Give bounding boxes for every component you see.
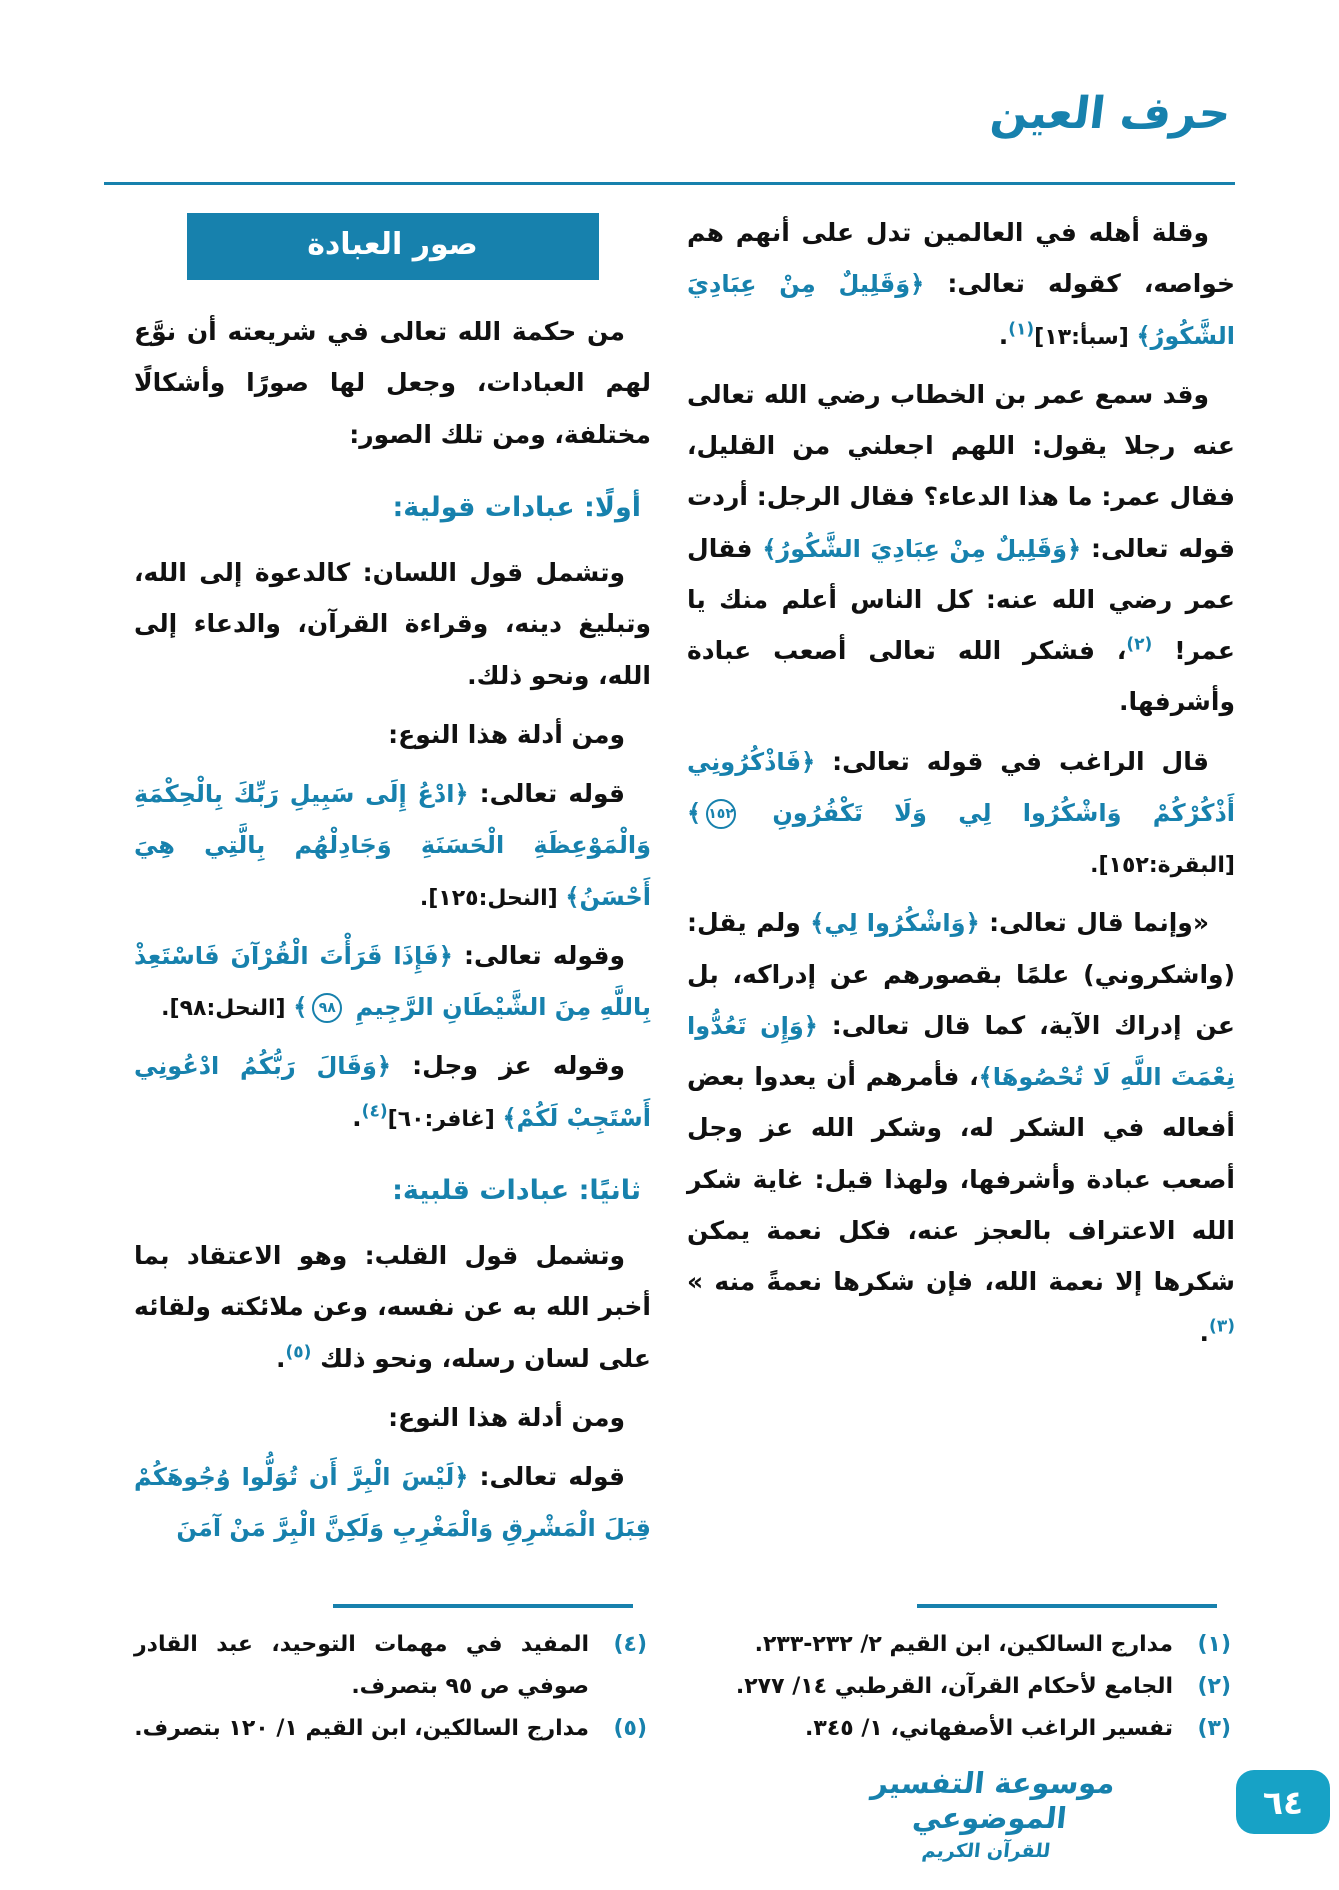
- text-run: قوله تعالى:: [468, 779, 625, 809]
- verse-reference: [سبأ:١٣]: [1034, 324, 1137, 350]
- footnote: [134, 1708, 651, 1750]
- footnotes-left: [134, 1604, 651, 1749]
- paragraph: [134, 547, 651, 701]
- section-title: صور العبادة: [307, 227, 478, 262]
- footnote: [687, 1666, 1235, 1708]
- footnote-divider: [917, 1604, 1217, 1608]
- page-number: ٦٤: [1262, 1782, 1304, 1822]
- footnote-marker: (١): [1008, 319, 1035, 340]
- footnote: [134, 1624, 651, 1708]
- section-title-box: [187, 213, 599, 280]
- paragraph: [134, 1451, 651, 1554]
- publisher-logo: [845, 1766, 1135, 1862]
- footnote-text: الجامع لأحكام القرآن، القرطبي ١٤/ ٢٧٧.: [735, 1673, 1173, 1699]
- text-run: ، فشكر الله تعالى أصعب عبادة وأشرفها.: [687, 636, 1235, 717]
- paragraph: [687, 897, 1235, 1358]
- footnote-marker: (٥): [285, 1342, 312, 1363]
- text-run: وقوله تعالى:: [452, 940, 625, 970]
- ayah-number: ١٥٢: [706, 799, 736, 829]
- verse-reference: [غافر:٦٠]: [387, 1106, 503, 1132]
- text-run: قوله تعالى:: [468, 1462, 625, 1492]
- text-run: «وإنما قال تعالى:: [979, 908, 1209, 938]
- text-run: وقد سمع عمر بن الخطاب رضي الله تعالى عنه رجلا يقول: اللهم اجعلني من القليل، فقال عمر: ما هذا الدعاء؟ فقال الرجل: أردت قوله تعالى:: [687, 379, 1235, 563]
- paragraph: [687, 207, 1235, 361]
- quran-verse: ﴿وَقَلِيلٌ مِنْ عِبَادِيَ الشَّكُورُ﴾: [687, 270, 1235, 350]
- text-run: ثانيًا: عبادات قلبية:: [392, 1174, 641, 1206]
- footnote-list-right: [687, 1624, 1235, 1749]
- sub-heading: [134, 480, 651, 535]
- publisher-logo-subtitle: للقرآن الكريم: [920, 1839, 1052, 1862]
- footnote-number: (٣): [1197, 1715, 1231, 1741]
- footnote-number: (٢): [1197, 1673, 1231, 1699]
- text-run: وقوله عز وجل:: [390, 1051, 626, 1081]
- header-rule: [104, 182, 1235, 185]
- text-run: .: [1199, 1318, 1210, 1348]
- text-run: ومن أدلة هذا النوع:: [388, 719, 625, 749]
- text-run: .: [275, 1343, 286, 1373]
- text-run: قال الراغب في قوله تعالى:: [815, 746, 1209, 776]
- text-run: وتشمل قول القلب: وهو الاعتقاد بما أخبر الله به عن نفسه، وعن ملائكته ولقائه على لسان رسله، ونحو ذلك: [134, 1241, 651, 1373]
- text-run: فقال عمر رضي الله عنه: كل الناس أعلم منك يا عمر!: [687, 533, 1235, 665]
- footnote-marker: (٣): [1209, 1316, 1235, 1337]
- text-run: وقلة أهله في العالمين تدل على أنهم هم خواصه، كقوله تعالى:: [687, 218, 1235, 299]
- quran-verse: ﴿لَيْسَ الْبِرَّ أَن تُوَلُّوا وُجُوهَكُمْ قِبَلَ الْمَشْرِقِ وَالْمَغْرِبِ وَلَكِنَّ الْبِرَّ مَنْ آمَنَ: [134, 1463, 651, 1543]
- ayah-number: ٩٨: [312, 993, 342, 1023]
- footnote: [687, 1624, 1235, 1666]
- quran-verse: ﴾: [687, 798, 702, 827]
- paragraph: [134, 1040, 651, 1143]
- text-run: أولًا: عبادات قولية:: [392, 491, 641, 523]
- paragraph: [687, 736, 1235, 890]
- quran-verse: ﴿فَاذْكُرُونِي أَذْكُرْكُمْ وَاشْكُرُوا لِي وَلَا تَكْفُرُونِ: [687, 747, 1235, 827]
- footnote-text: المفيد في مهمات التوحيد، عبد القادر صوفي ص ٩٥ بتصرف.: [134, 1632, 589, 1699]
- text-columns: [104, 207, 1235, 1599]
- quran-verse: ﴿ادْعُ إِلَى سَبِيلِ رَبِّكَ بِالْحِكْمَةِ وَالْمَوْعِظَةِ الْحَسَنَةِ وَجَادِلْهُم بِالَّتِي هِيَ أَحْسَنُ﴾: [134, 780, 651, 911]
- quran-verse: ﴿وَإِن تَعُدُّوا نِعْمَتَ اللَّهِ لَا تُحْصُوهَا﴾: [687, 1011, 1235, 1091]
- footnotes-area: [104, 1604, 1235, 1749]
- footnote-number: (٤): [613, 1632, 647, 1657]
- paragraph: [134, 930, 651, 1033]
- text-run: ومن أدلة هذا النوع:: [388, 1402, 625, 1432]
- sub-heading: [134, 1163, 651, 1218]
- footnote-number: (٥): [613, 1715, 647, 1741]
- footnote-marker: (٢): [1126, 634, 1153, 655]
- footnote-list-left: [134, 1624, 651, 1749]
- left-column: [134, 207, 651, 1599]
- verse-reference: [النحل:١٢٥].: [419, 885, 566, 911]
- footnote-number: (١): [1197, 1632, 1231, 1657]
- verse-reference: [البقرة:١٥٢].: [1090, 853, 1235, 878]
- text-run: .: [352, 1102, 362, 1132]
- quran-verse: ﴿فَإِذَا قَرَأْتَ الْقُرْآنَ فَاسْتَعِذْ بِاللَّهِ مِنَ الشَّيْطَانِ الرَّجِيمِ: [134, 941, 651, 1022]
- page-number-badge: [1236, 1770, 1330, 1834]
- paragraph: [134, 1230, 651, 1384]
- chapter-heading: حرف العين: [988, 88, 1235, 139]
- text-run: وتشمل قول اللسان: كالدعوة إلى الله، وتبليغ دينه، وقراءة القرآن، والدعاء إلى الله، ونحو ذلك.: [134, 558, 651, 690]
- left-column-body: [134, 306, 651, 1554]
- paragraph: [687, 369, 1235, 728]
- quran-verse: ﴿وَقَالَ رَبُّكُمُ ادْعُونِي أَسْتَجِبْ لَكُمْ﴾: [134, 1052, 651, 1132]
- paragraph: [134, 709, 651, 760]
- quran-verse: ﴿وَقَلِيلٌ مِنْ عِبَادِيَ الشَّكُورُ﴾: [762, 534, 1082, 563]
- paragraph: [134, 768, 651, 922]
- text-run: .: [998, 320, 1009, 350]
- footnote-text: مدارج السالكين، ابن القيم ١/ ١٢٠ بتصرف.: [134, 1715, 589, 1741]
- quran-verse: ﴾: [293, 993, 308, 1022]
- footnote-text: مدارج السالكين، ابن القيم ٢/ ٢٣٢-٢٣٣.: [754, 1632, 1173, 1657]
- publisher-logo-title: موسوعة التفسير الموضوعي: [869, 1766, 1117, 1835]
- right-column: [687, 207, 1235, 1599]
- footnote-marker: (٤): [361, 1101, 388, 1122]
- text-run: ولم يقل: (واشكروني) علمًا بقصورهم عن إدراكه، بل عن إدراك الآية، كما قال تعالى:: [687, 908, 1235, 1040]
- footnote-divider: [333, 1604, 633, 1608]
- footnote-text: تفسير الراغب الأصفهاني، ١/ ٣٤٥.: [805, 1715, 1173, 1741]
- footnote: [687, 1708, 1235, 1750]
- text-run: من حكمة الله تعالى في شريعته أن نوَّع لهم العبادات، وجعل لها صورًا وأشكالًا مختلفة، ومن تلك الصور:: [134, 317, 651, 449]
- paragraph: [134, 306, 651, 460]
- verse-reference: [النحل:٩٨].: [161, 996, 294, 1022]
- text-run: ، فأمرهم أن يعدوا بعض أفعاله في الشكر له، وشكر الله عز وجل أصعب عبادة وأشرفها، ولهذا قيل: غاية شكر الله الاعتراف بالعجز عنه، فكل نعمة يمكن شكرها إلا نعمة الله، فإن شكرها نعمةً منه »: [687, 1062, 1235, 1296]
- paragraph: [134, 1392, 651, 1443]
- footnotes-right: [687, 1604, 1235, 1749]
- quran-verse: ﴿وَاشْكُرُوا لِي﴾: [810, 909, 980, 938]
